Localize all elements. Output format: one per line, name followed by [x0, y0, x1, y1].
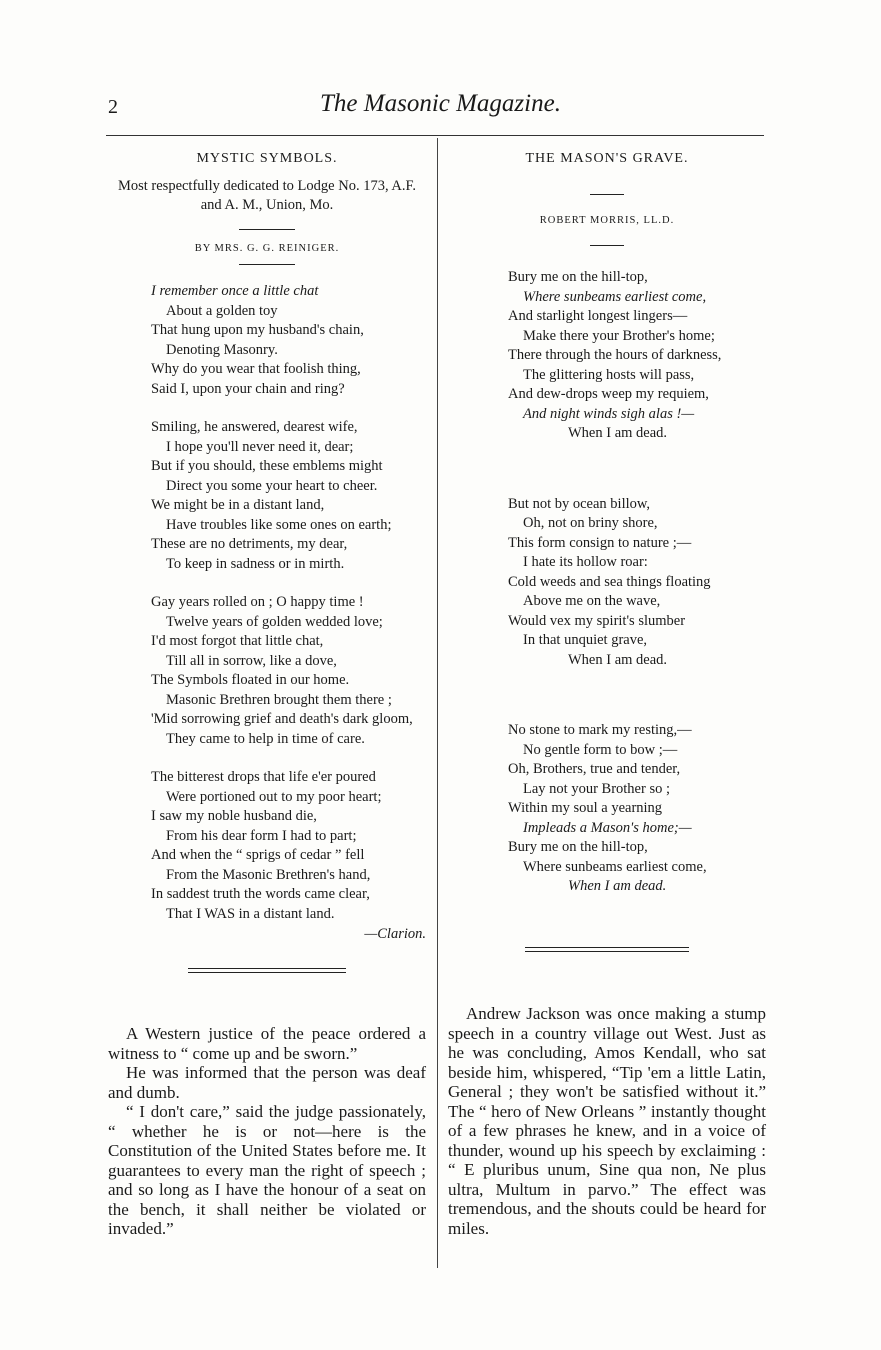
poem-signature: —Clarion.: [364, 926, 426, 942]
poem-line: Above me on the wave,: [523, 593, 661, 609]
poem-line: I saw my noble husband die,: [151, 808, 317, 824]
poem-line: I hate its hollow roar:: [523, 554, 648, 570]
poem-refrain: When I am dead.: [568, 425, 668, 441]
anecdote-paragraph: Andrew Jackson was once making a stump speech in a country village out West. Just as he was concluding, Amos Kendall, who sat beside him, whispered, “Tip 'em a little Latin, General ; they won't be satisfied without it.” The “ hero of New Orleans ” instantly thought of a few phrases he knew, and in a voice of thunder, wound up his speech by exclaiming : “ E pluribus unum, Sine qua non, Ne plus ultra, Multum in parvo.” The effect was tremendous, and the shouts could be heard for miles.: [448, 1004, 766, 1238]
poem-line: Till all in sorrow, like a dove,: [166, 652, 337, 669]
poem-line: From his dear form I had to part;: [166, 827, 357, 844]
poem-line: From the Masonic Brethren's hand,: [166, 866, 371, 883]
poem-line: That hung upon my husband's chain,: [151, 322, 364, 338]
anecdote-andrew-jackson: [448, 1004, 766, 1238]
poem-line: Oh, not on briny shore,: [523, 515, 658, 531]
poem-line: And starlight longest lingers—: [508, 308, 688, 324]
poem-line: And night winds sigh alas !—: [523, 405, 695, 422]
poem-line: And when the “ sprigs of cedar ” fell: [151, 847, 365, 863]
poem-line: No gentle form to bow ;—: [523, 741, 678, 758]
poem-line: Said I, upon your chain and ring?: [151, 380, 345, 397]
section-rule: [239, 264, 295, 265]
poem-title: MYSTIC SYMBOLS.: [196, 151, 338, 166]
poem-line: But if you should, these emblems might: [151, 458, 383, 474]
poem-byline: BY MRS. G. G. REINIGER.: [194, 243, 340, 254]
poem-refrain: When I am dead.: [568, 878, 667, 894]
stanza: [508, 268, 766, 444]
poem-line: Direct you some your heart to cheer.: [166, 477, 378, 494]
poem-line: Were portioned out to my poor heart;: [166, 788, 382, 805]
poem-line: These are no detriments, my dear,: [151, 536, 348, 552]
poem-line: The bitterest drops that life e'er poured: [151, 769, 376, 785]
stanza: [151, 593, 426, 749]
anecdote-paragraph: “ I don't care,” said the judge passionately, “ whether he is or not—here is the Constitution of the United States before me. It guarantees to every man the right of speech ; and so long as I have the honour of a seat on the bench, it shall neither be violated or invaded.”: [108, 1102, 426, 1238]
section-rule: [590, 194, 624, 195]
poem-line: Would vex my spirit's slumber: [508, 612, 686, 629]
poem-line: Bury me on the hill-top,: [508, 839, 648, 855]
poem-body: [108, 282, 426, 924]
poem-byline: ROBERT MORRIS, LL.D.: [539, 215, 675, 226]
poem-line: Where sunbeams earliest come,: [523, 288, 707, 305]
poem-line: In saddest truth the words came clear,: [151, 886, 370, 902]
poem-refrain: When I am dead.: [568, 651, 668, 668]
poem-line: Impleads a Mason's home;—: [523, 819, 692, 836]
poem-line: Cold weeds and sea things floating: [508, 573, 711, 590]
poem-line: Where sunbeams earliest come,: [523, 858, 707, 875]
poem-line: Have troubles like some ones on earth;: [166, 516, 392, 533]
stanza: [151, 282, 426, 399]
poem-line: Oh, Brothers, true and tender,: [508, 761, 681, 777]
section-rule: [590, 245, 624, 246]
stanza: [151, 768, 426, 924]
poem-line: Bury me on the hill-top,: [508, 269, 648, 285]
poem-line: The Symbols floated in our home.: [151, 672, 350, 688]
anecdote-paragraph: A Western justice of the peace ordered a witness to “ come up and be sworn.”: [108, 1024, 426, 1063]
section-rule: [239, 229, 295, 230]
poem-line: Within my soul a yearning: [508, 800, 663, 816]
poem-line: Denoting Masonry.: [166, 341, 278, 358]
column-divider: [437, 138, 438, 1268]
stanza: [508, 721, 766, 897]
poem-line: No stone to mark my resting,—: [508, 722, 692, 738]
poem-line: They came to help in time of care.: [166, 730, 365, 747]
poem-masons-grave: [448, 150, 766, 952]
poem-line: Gay years rolled on ; O happy time !: [151, 594, 364, 610]
poem-line: 'Mid sorrowing grief and death's dark gloom,: [151, 711, 413, 727]
poem-line: There through the hours of darkness,: [508, 347, 722, 363]
anecdote-paragraph: He was informed that the person was deaf and dumb.: [108, 1063, 426, 1102]
poem-line: In that unquiet grave,: [523, 632, 648, 648]
poem-line: We might be in a distant land,: [151, 497, 325, 513]
page-number: 2: [108, 96, 118, 118]
poem-line: To keep in sadness or in mirth.: [166, 555, 345, 572]
poem-mystic-symbols: [108, 150, 426, 973]
poem-line: But not by ocean billow,: [508, 495, 651, 512]
poem-line: I'd most forgot that little chat,: [151, 633, 324, 649]
poem-line: Twelve years of golden wedded love;: [166, 613, 383, 630]
poem-line: Make there your Brother's home;: [523, 327, 715, 344]
section-double-rule: [188, 968, 346, 973]
poem-line: Masonic Brethren brought them there ;: [166, 691, 392, 708]
poem-line: I remember once a little chat: [151, 283, 319, 299]
poem-line: I hope you'll never need it, dear;: [166, 438, 354, 455]
anecdote-western-justice: [108, 1024, 426, 1239]
poem-line: And dew-drops weep my requiem,: [508, 386, 709, 402]
running-head: The Masonic Magazine.: [320, 90, 561, 117]
stanza: [508, 495, 766, 671]
poem-dedication: Most respectfully dedicated to Lodge No. 173, A.F. and A. M., Union, Mo.: [117, 178, 417, 213]
poem-title: THE MASON'S GRAVE.: [525, 151, 689, 166]
header-rule: [106, 135, 764, 136]
poem-line: Smiling, he answered, dearest wife,: [151, 419, 358, 435]
poem-line: Why do you wear that foolish thing,: [151, 361, 361, 377]
poem-line: This form consign to nature ;—: [508, 534, 692, 551]
poem-line: Lay not your Brother so ;: [523, 780, 670, 797]
poem-line: The glittering hosts will pass,: [523, 366, 695, 383]
section-double-rule: [525, 947, 689, 952]
stanza: [151, 418, 426, 574]
poem-line: That I WAS in a distant land.: [166, 905, 335, 922]
poem-body: [448, 268, 766, 897]
poem-line: About a golden toy: [166, 302, 278, 319]
